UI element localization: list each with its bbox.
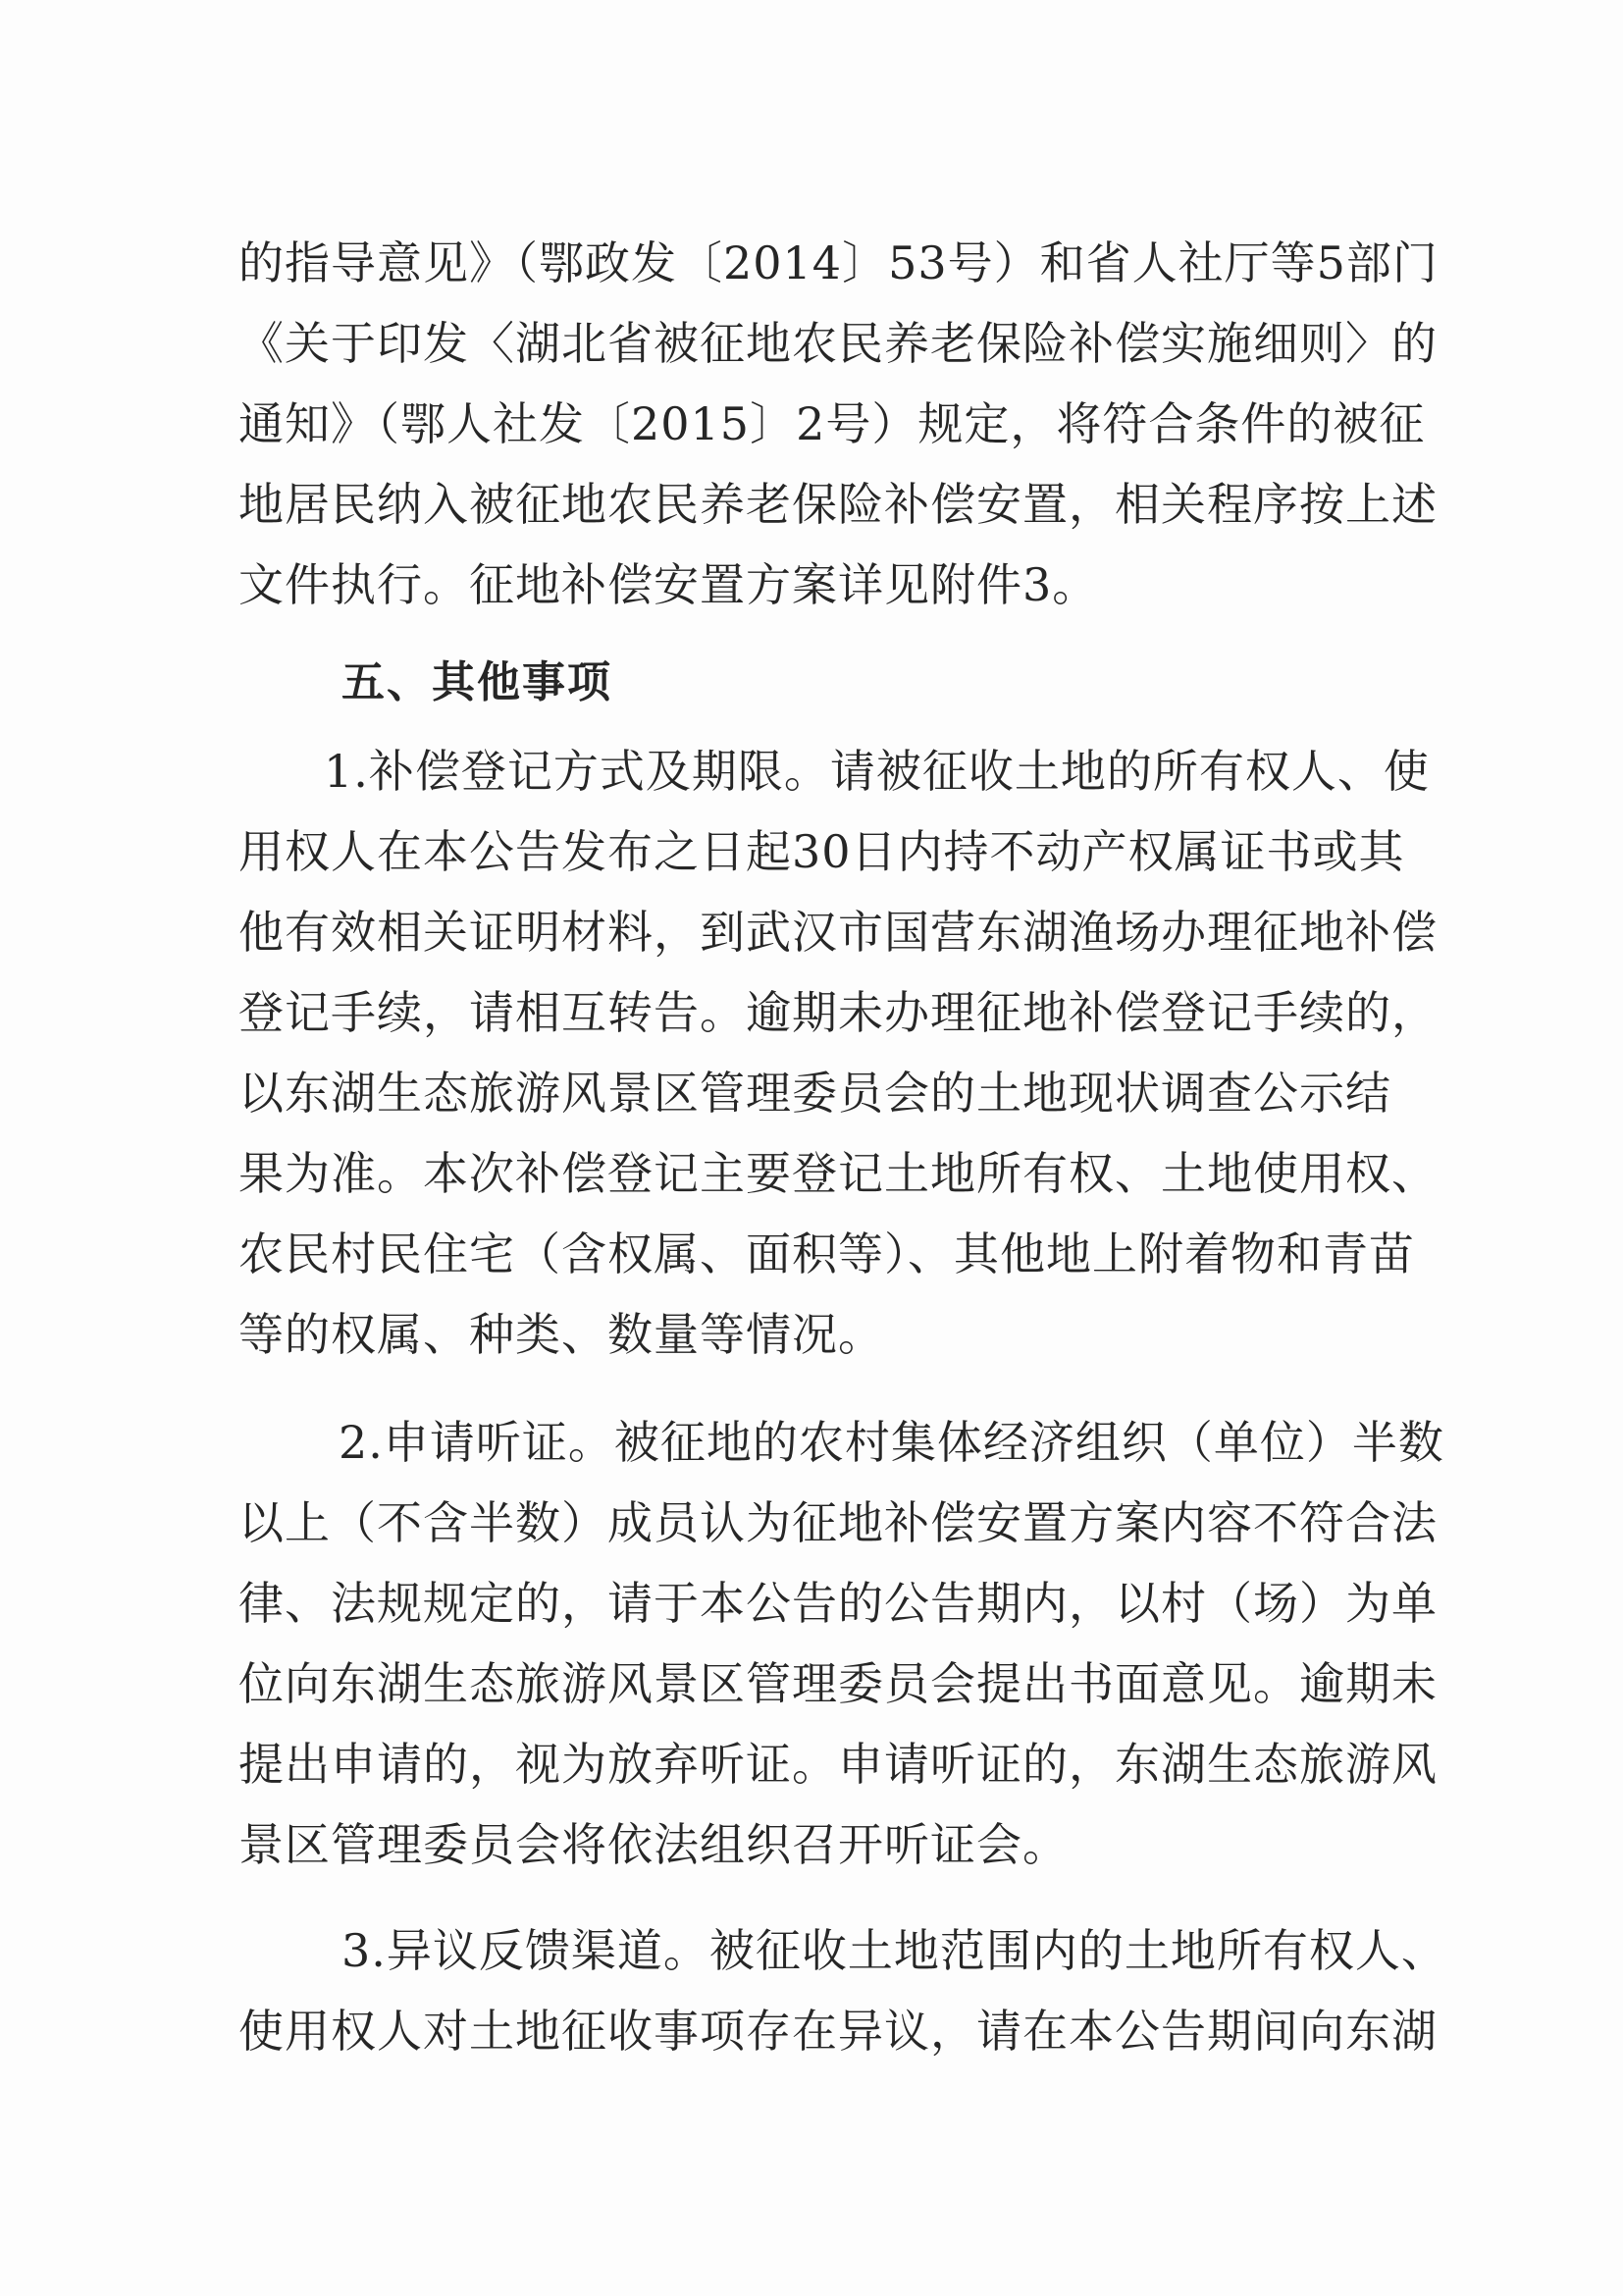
item-2-line-5: 提出申请的，视为放弃听证。申请听证的，东湖生态旅游风	[238, 1738, 1438, 1791]
item-1-line-1: 1.补偿登记方式及期限。请被征收土地的所有权人、使	[324, 745, 1430, 798]
item-3-line-2: 使用权人对土地征收事项存在异议，请在本公告期间向东湖	[238, 2005, 1438, 2058]
section-heading: 五、其他事项	[341, 657, 612, 707]
item-2-line-2: 以上（不含半数）成员认为征地补偿安置方案内容不符合法	[238, 1496, 1438, 1549]
item-1-line-5: 以东湖生态旅游风景区管理委员会的土地现状调查公示结	[238, 1067, 1391, 1120]
item-1-line-3: 他有效相关证明材料，到武汉市国营东湖渔场办理征地补偿	[238, 906, 1438, 959]
body-line-2: 《关于印发〈湖北省被征地农民养老保险补偿实施细则〉的	[238, 317, 1438, 370]
body-line-5: 文件执行。征地补偿安置方案详见附件3。	[238, 558, 1099, 611]
item-2-line-1: 2.申请听证。被征地的农村集体经济组织（单位）半数	[339, 1416, 1444, 1469]
item-1-line-7: 农民村民住宅（含权属、面积等）、其他地上附着物和青苗	[238, 1227, 1415, 1280]
item-2-line-3: 律、法规规定的，请于本公告的公告期内，以村（场）为单	[238, 1577, 1438, 1630]
body-line-3: 通知》（鄂人社发〔2015〕2号）规定，将符合条件的被征	[238, 397, 1426, 450]
item-1-line-6: 果为准。本次补偿登记主要登记土地所有权、土地使用权、	[238, 1147, 1438, 1200]
body-line-1: 的指导意见》（鄂政发〔2014〕53号）和省人社厅等5部门	[238, 236, 1439, 289]
item-1-line-2: 用权人在本公告发布之日起30日内持不动产权属证书或其	[238, 825, 1405, 878]
body-line-4: 地居民纳入被征地农民养老保险补偿安置，相关程序按上述	[238, 478, 1438, 531]
item-1-line-4: 登记手续，请相互转告。逾期未办理征地补偿登记手续的，	[238, 986, 1438, 1039]
item-2-line-4: 位向东湖生态旅游风景区管理委员会提出书面意见。逾期未	[238, 1657, 1438, 1710]
item-3-line-1: 3.异议反馈渠道。被征收土地范围内的土地所有权人、	[341, 1924, 1447, 1977]
item-2-line-6: 景区管理委员会将依法组织召开听证会。	[238, 1818, 1069, 1871]
item-1-line-8: 等的权属、种类、数量等情况。	[238, 1308, 884, 1361]
